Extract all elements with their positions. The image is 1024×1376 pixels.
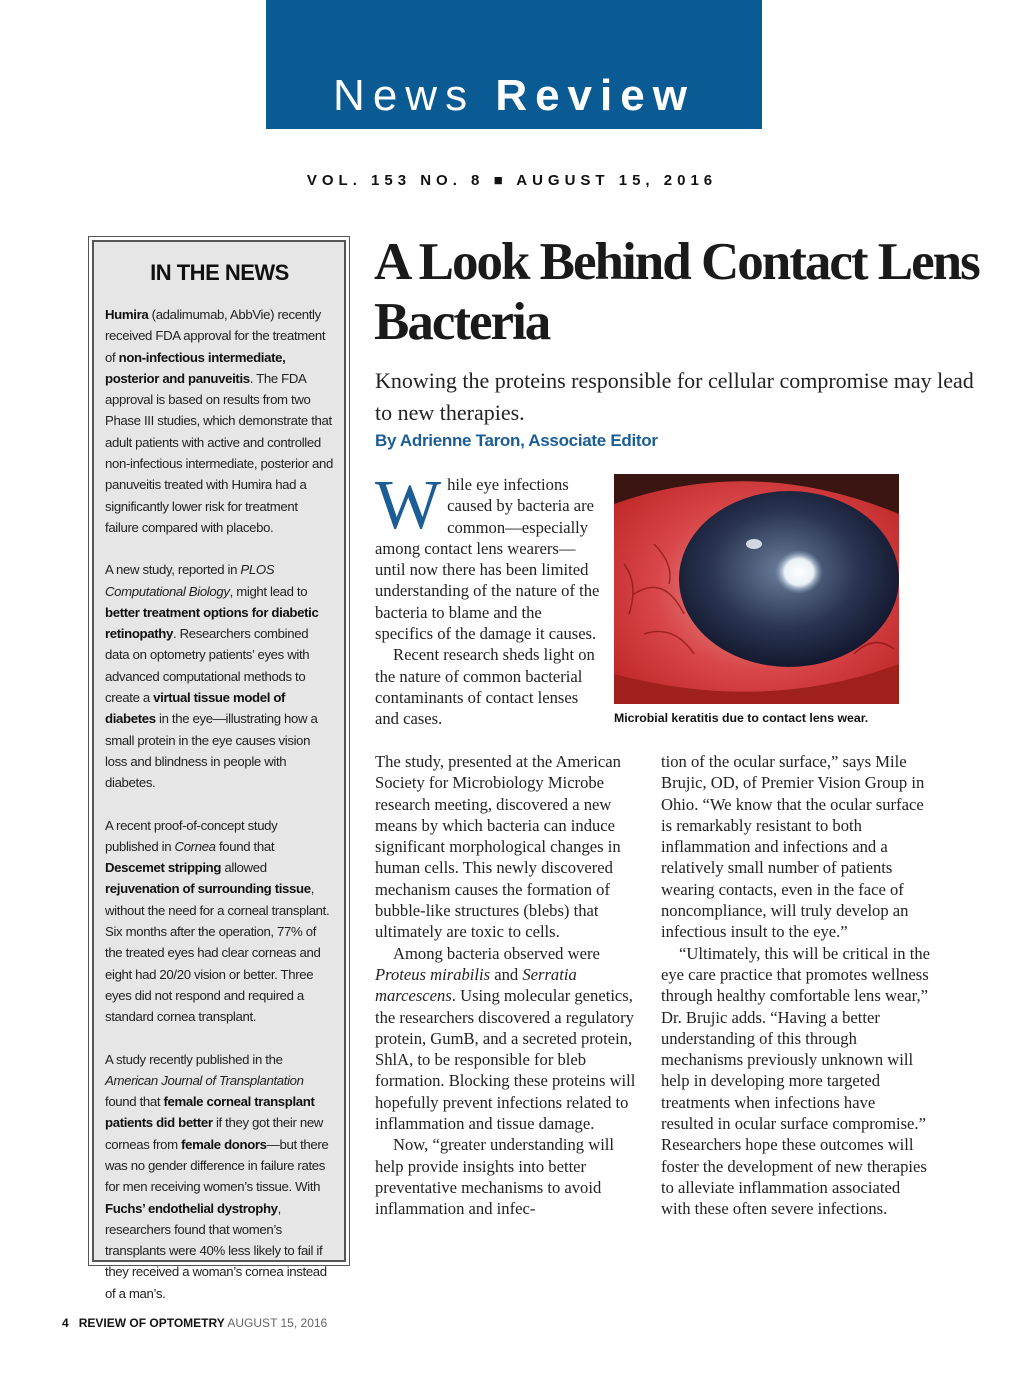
page-footer xyxy=(62,1316,327,1330)
photo-caption: Microbial keratitis due to contact lens wear. xyxy=(614,711,869,725)
article-paragraph: The study, presented at the American Society for Microbiology Microbe research meeting, discovered a new means by which bacteria can induce significant morphological changes in human cells. This newly discovered mechanism causes the formation of bubble-like structures (blebs) that ultimately are toxic to cells. xyxy=(375,752,621,942)
in-the-news-sidebar xyxy=(88,236,350,1301)
section-banner xyxy=(266,0,762,129)
magazine-name: REVIEW OF OPTOMETRY xyxy=(78,1316,225,1330)
article-paragraph: Now, “greater understanding will help provide insights into better preventative mechanisms to avoid inflammation and infec- xyxy=(375,1135,615,1219)
section-title xyxy=(266,70,762,122)
drop-cap: W xyxy=(375,467,442,544)
section-title-light: News xyxy=(333,71,476,120)
article-headline: A Look Behind Contact Lens Bacteria xyxy=(374,233,979,351)
article-paragraph: tion of the ocular surface,” says Mile Brujic, OD, of Premier Vision Group in Ohio. “We know that the ocular surface is remarkably resistant to both inflammation and infections and a relatively small number of patients wearing contacts, even in the face of noncompliance, will truly develop an infectious insult to the eye.” xyxy=(661,752,925,942)
section-title-bold: Review xyxy=(495,71,695,120)
news-item-retinopathy: A new study, reported in PLOS Computational Biology, might lead to better treatment options for diabetic retinopathy. Researchers combined data on optometry patients’ eyes with advanced computational methods to create a virtual tissue model of diabetes in the eye—illustrating how a small protein in the eye causes vision loss and blindness in people with diabetes. xyxy=(105,562,319,791)
article-column-3 xyxy=(661,751,931,1220)
news-item-humira: Humira (adalimumab, AbbVie) recently received FDA approval for the treatment of non-infectious intermediate, posterior and panuveitis. The FDA approval is based on results from two Phase III studies, which demonstrate that adult patients with active and controlled non-infectious intermediate, posterior and panuveitis treated with Humira had a significantly lower risk for treatment failure compared with placebo. xyxy=(105,307,333,535)
article-paragraph: “Ultimately, this will be critical in the eye care practice that promotes wellness through healthy comfortable lens wear,” Dr. Brujic adds. “Having a better understanding of this through mechanisms previously unknown will help in developing more targeted treatments when infections have resulted in ocular surface compromise.” Researchers hope these outcomes will foster the development of new therapies to alleviate inflammation associated with these often severe infections. xyxy=(661,943,930,1219)
article-paragraph: While eye infections caused by bacteria are common—especially among contact lens wearers—until now there has been limited understanding of the nature of the bacteria to blame and the specifics of the damage it causes. xyxy=(375,467,600,644)
issue-line: VOL. 153 NO. 8 ■ AUGUST 15, 2016 xyxy=(306,172,718,189)
article-byline: By Adrienne Taron, Associate Editor xyxy=(375,431,658,450)
article-deck: Knowing the proteins responsible for cellular compromise may lead to new therapies. xyxy=(375,368,974,425)
article-paragraph: Recent research sheds light on the nature of common bacterial contaminants of contact lenses and cases. xyxy=(375,645,595,729)
article-paragraph: Among bacteria observed were Proteus mirabilis and Serratia marcescens. Using molecular genetics, the researchers discovered a regulatory protein, GumB, and a secreted protein, ShlA, to be responsible for bleb formation. Blocking these proteins will hopefully prevent infections related to inflammation and tissue damage. xyxy=(375,943,636,1134)
page-number: 4 xyxy=(62,1316,69,1330)
news-item-descemet: A recent proof-of-concept study published in Cornea found that Descemet stripping allowed rejuvenation of surrounding tissue, without the need for a corneal transplant. Six months after the operation, 77% of the treated eyes had clear corneas and eight had 20/20 vision or better. Three eyes did not respond and required a standard cornea transplant. xyxy=(105,817,330,1025)
sidebar-panel xyxy=(92,240,346,1301)
sidebar-heading: IN THE NEWS xyxy=(150,260,289,285)
news-item-transplant: A study recently published in the American Journal of Transplantation found that female corneal transplant patients did better if they got their new corneas from female donors—but there was no gender difference in failure rates for men receiving women’s tissue. With Fuchs’ endothelial dystrophy, researchers found that women’s transplants were 40% less likely to fail if they received a woman’s cornea instead of a man’s. xyxy=(105,1051,329,1301)
article-column-1 xyxy=(375,467,603,730)
keratitis-eye-image xyxy=(614,474,899,704)
footer-date: AUGUST 15, 2016 xyxy=(227,1316,328,1330)
article-column-2 xyxy=(375,751,637,1220)
eye-photo-icon xyxy=(614,474,899,704)
